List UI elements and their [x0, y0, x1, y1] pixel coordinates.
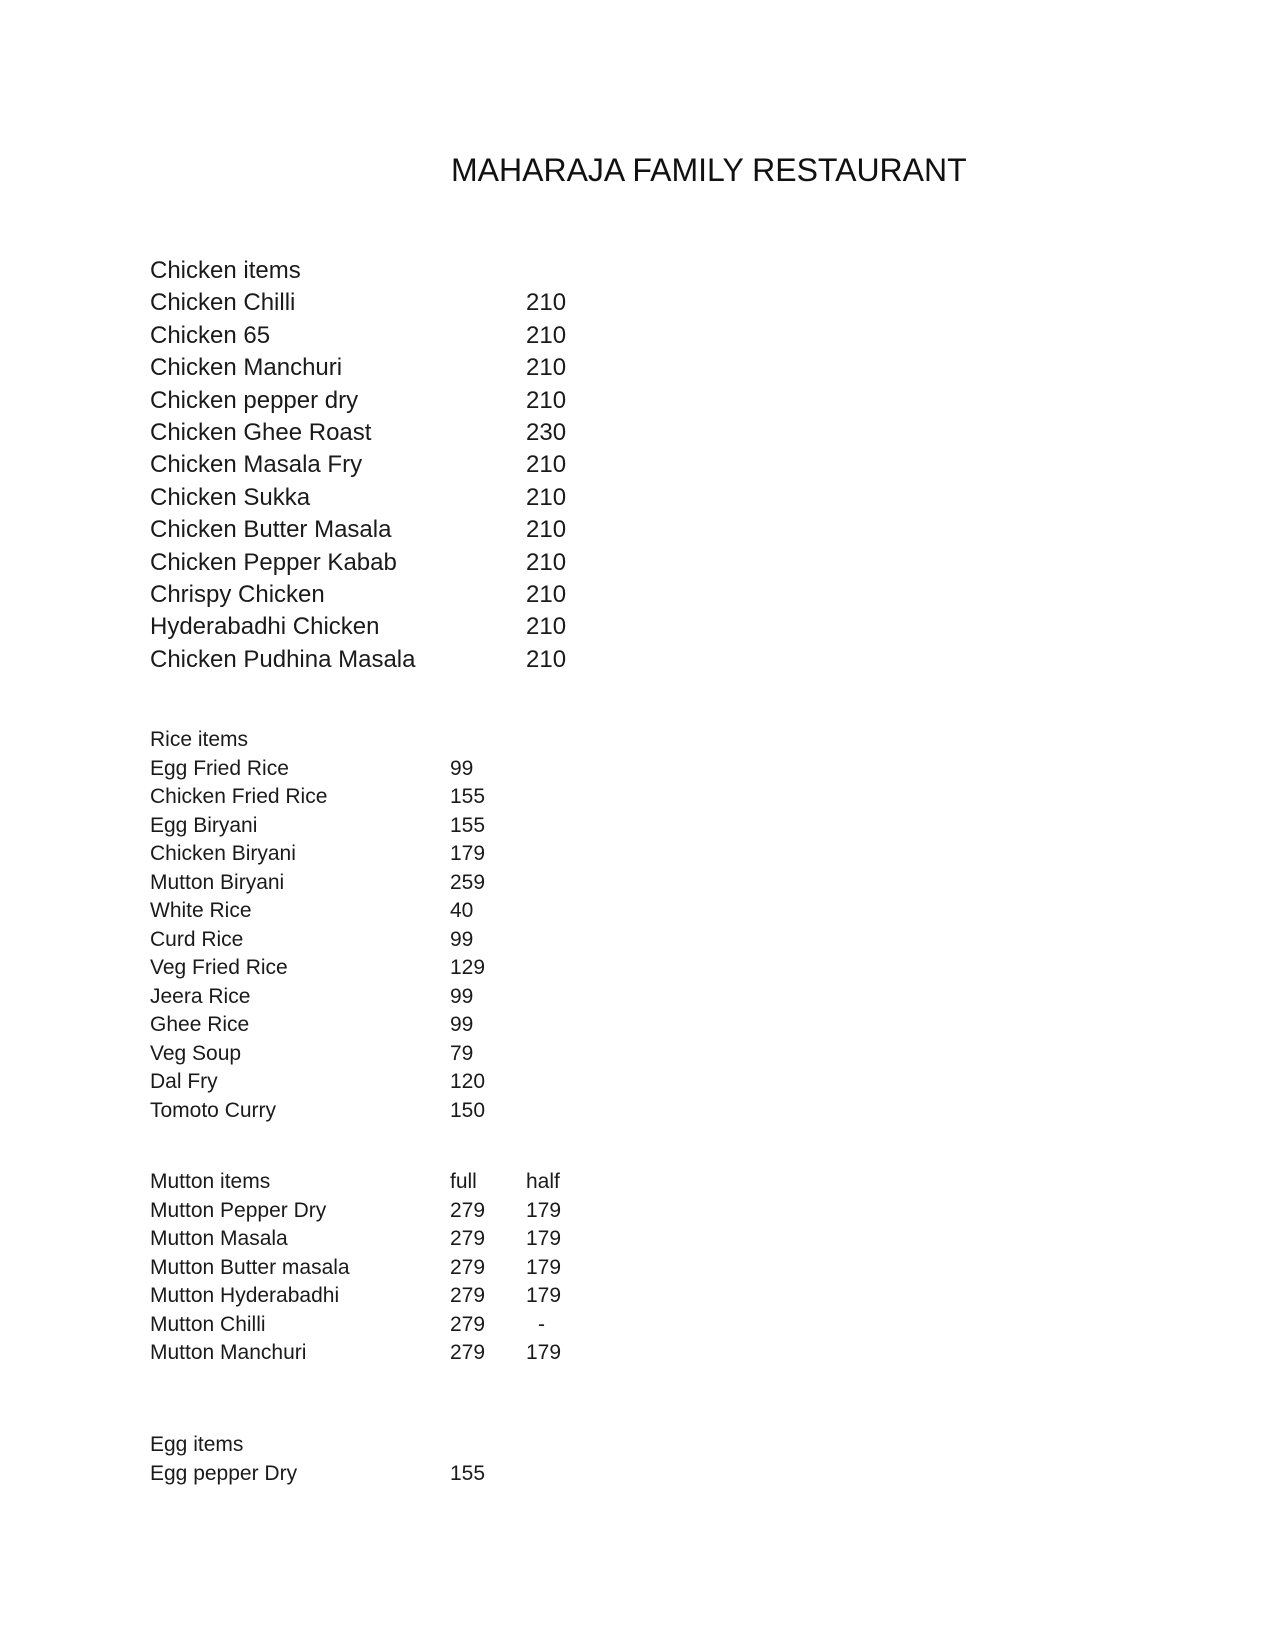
item-name: Chicken Sukka — [150, 483, 311, 511]
item-name: Tomoto Curry — [150, 1098, 277, 1122]
item-price: 210 — [526, 386, 567, 414]
item-price: 210 — [526, 516, 567, 544]
item-price: 210 — [526, 321, 567, 349]
item-price: 210 — [526, 645, 567, 673]
item-price-full: 279 — [450, 1227, 486, 1250]
item-price-full: 279 — [450, 1284, 486, 1307]
item-price: 210 — [526, 451, 567, 479]
item-price-half: 179 — [526, 1341, 562, 1364]
item-name: Veg Fried Rice — [150, 956, 288, 979]
item-price: 179 — [450, 842, 486, 865]
egg-heading: Egg items — [150, 1433, 244, 1456]
item-price: 155 — [450, 785, 486, 808]
item-price: 155 — [450, 813, 486, 837]
item-name: Mutton Chilli — [150, 1312, 266, 1336]
item-name: Egg Fried Rice — [150, 756, 289, 780]
item-name: Chicken Fried Rice — [150, 785, 328, 808]
item-price-half: 179 — [526, 1284, 562, 1307]
item-name: Jeera Rice — [150, 984, 251, 1008]
item-name: Hyderabadhi Chicken — [150, 613, 380, 641]
item-name: Chicken 65 — [150, 321, 271, 349]
item-name: Mutton Butter masala — [150, 1255, 350, 1279]
item-name: Egg Biryani — [150, 813, 258, 837]
item-name: Mutton Biryani — [150, 870, 285, 894]
item-name: Chicken Biryani — [150, 842, 296, 865]
item-price: 210 — [526, 548, 567, 576]
item-price: 99 — [450, 984, 474, 1008]
item-name: Mutton Manchuri — [150, 1341, 307, 1364]
item-price: 99 — [450, 756, 474, 780]
full-column-header: full — [450, 1170, 477, 1193]
item-name: Chicken Masala Fry — [150, 451, 363, 479]
item-name: Chicken pepper dry — [150, 386, 359, 414]
item-name: Chicken Pepper Kabab — [150, 548, 397, 576]
item-name: Chicken Chilli — [150, 289, 296, 317]
item-price: 210 — [526, 289, 567, 317]
item-price: 129 — [450, 956, 486, 979]
item-price: 155 — [450, 1461, 486, 1485]
item-price-full: 279 — [450, 1312, 486, 1336]
item-price: 40 — [450, 899, 474, 922]
item-name: White Rice — [150, 899, 252, 922]
item-price-full: 279 — [450, 1198, 486, 1222]
item-price: 259 — [450, 870, 486, 894]
item-price-half: 179 — [526, 1255, 562, 1279]
chicken-heading: Chicken items — [150, 257, 301, 284]
item-name: Mutton Hyderabadhi — [150, 1284, 340, 1307]
item-price: 150 — [450, 1098, 486, 1122]
item-price: 120 — [450, 1070, 486, 1093]
item-name: Chicken Pudhina Masala — [150, 645, 416, 673]
item-name: Chicken Manchuri — [150, 354, 343, 382]
item-price: 79 — [450, 1041, 474, 1065]
item-price-half: 179 — [526, 1227, 562, 1250]
item-price: 99 — [450, 1013, 474, 1036]
item-price: 99 — [450, 927, 474, 951]
item-price: 210 — [526, 580, 567, 608]
rice-heading: Rice items — [150, 728, 249, 751]
item-name: Chicken Butter Masala — [150, 516, 392, 544]
item-price-half: 179 — [526, 1198, 562, 1222]
item-name: Dal Fry — [150, 1070, 218, 1093]
item-name: Curd Rice — [150, 927, 244, 951]
item-price: 230 — [526, 418, 567, 446]
item-price: 210 — [526, 483, 567, 511]
page-title: MAHARAJA FAMILY RESTAURANT — [451, 152, 967, 188]
item-name: Veg Soup — [150, 1041, 242, 1065]
item-name: Chrispy Chicken — [150, 580, 325, 608]
half-column-header: half — [526, 1170, 560, 1193]
mutton-heading: Mutton items — [150, 1170, 271, 1193]
item-name: Egg pepper Dry — [150, 1461, 298, 1485]
item-name: Mutton Pepper Dry — [150, 1198, 327, 1222]
item-name: Chicken Ghee Roast — [150, 418, 372, 446]
item-name: Mutton Masala — [150, 1227, 288, 1250]
item-price-full: 279 — [450, 1341, 486, 1364]
item-price-half: - — [538, 1312, 545, 1336]
item-name: Ghee Rice — [150, 1013, 250, 1036]
item-price-full: 279 — [450, 1255, 486, 1279]
item-price: 210 — [526, 613, 567, 641]
item-price: 210 — [526, 354, 567, 382]
